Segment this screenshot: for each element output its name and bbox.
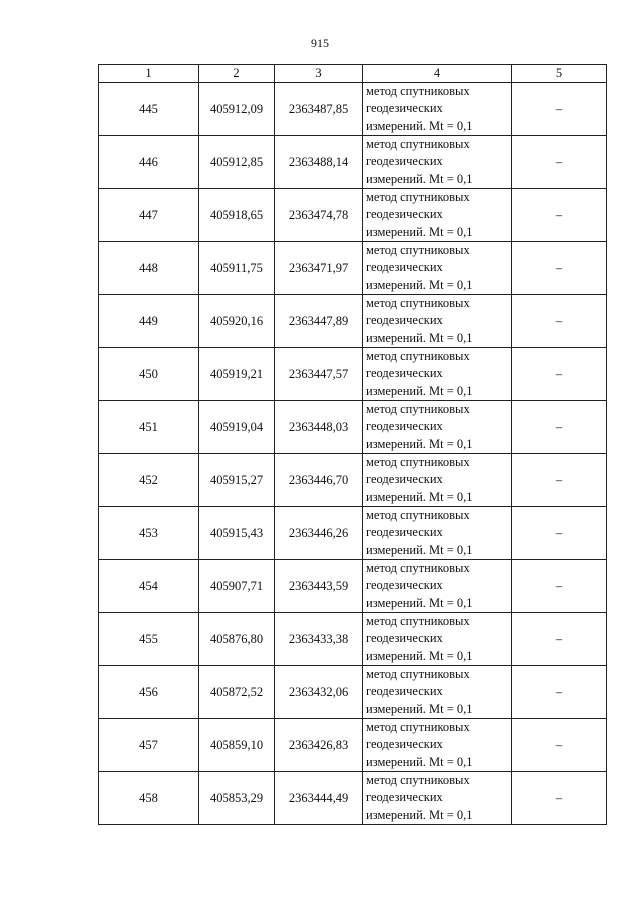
y-coordinate-cell: 2363447,57 bbox=[275, 348, 363, 401]
method-line: метод спутниковых bbox=[366, 720, 470, 734]
x-coordinate-cell: 405912,85 bbox=[199, 136, 275, 189]
y-coordinate-cell: 2363446,26 bbox=[275, 507, 363, 560]
method-line: измерений. Mt = 0,1 bbox=[366, 648, 473, 663]
point-number-cell: 455 bbox=[99, 613, 199, 666]
table-row bbox=[99, 560, 607, 613]
method-line: геодезических bbox=[366, 154, 443, 169]
y-coordinate-cell: 2363448,03 bbox=[275, 401, 363, 454]
header-cell: 5 bbox=[512, 65, 607, 83]
method-line: метод спутниковых bbox=[366, 190, 470, 204]
x-coordinate-cell: 405919,21 bbox=[199, 348, 275, 401]
method-cell bbox=[363, 295, 512, 348]
method-line: метод спутниковых bbox=[366, 614, 470, 628]
method-line: геодезических bbox=[366, 684, 443, 699]
method-line: геодезических bbox=[366, 472, 443, 487]
method-line: измерений. Mt = 0,1 bbox=[366, 436, 473, 451]
method-cell bbox=[363, 348, 512, 401]
method-cell bbox=[363, 666, 512, 719]
method-line: метод спутниковых bbox=[366, 773, 470, 787]
method-line: измерений. Mt = 0,1 bbox=[366, 224, 473, 239]
point-number-cell: 445 bbox=[99, 83, 199, 136]
table-row bbox=[99, 295, 607, 348]
table-row bbox=[99, 242, 607, 295]
note-cell: – bbox=[512, 348, 607, 401]
note-cell: – bbox=[512, 295, 607, 348]
y-coordinate-cell: 2363474,78 bbox=[275, 189, 363, 242]
method-line: геодезических bbox=[366, 366, 443, 381]
y-coordinate-cell: 2363471,97 bbox=[275, 242, 363, 295]
x-coordinate-cell: 405911,75 bbox=[199, 242, 275, 295]
x-coordinate-cell: 405918,65 bbox=[199, 189, 275, 242]
method-line: измерений. Mt = 0,1 bbox=[366, 754, 473, 769]
method-cell bbox=[363, 772, 512, 825]
y-coordinate-cell: 2363487,85 bbox=[275, 83, 363, 136]
table-row bbox=[99, 507, 607, 560]
method-cell bbox=[363, 560, 512, 613]
method-line: измерений. Mt = 0,1 bbox=[366, 118, 473, 133]
header-cell: 4 bbox=[363, 65, 512, 83]
x-coordinate-cell: 405915,27 bbox=[199, 454, 275, 507]
method-cell bbox=[363, 454, 512, 507]
method-line: геодезических bbox=[366, 737, 443, 752]
x-coordinate-cell: 405872,52 bbox=[199, 666, 275, 719]
method-line: геодезических bbox=[366, 313, 443, 328]
header-cell: 1 bbox=[99, 65, 199, 83]
x-coordinate-cell: 405859,10 bbox=[199, 719, 275, 772]
note-cell: – bbox=[512, 189, 607, 242]
method-line: метод спутниковых bbox=[366, 349, 470, 363]
note-cell: – bbox=[512, 507, 607, 560]
note-cell: – bbox=[512, 666, 607, 719]
method-line: геодезических bbox=[366, 631, 443, 646]
table-row bbox=[99, 772, 607, 825]
y-coordinate-cell: 2363446,70 bbox=[275, 454, 363, 507]
coordinates-table bbox=[98, 64, 607, 825]
table-row bbox=[99, 613, 607, 666]
method-line: геодезических bbox=[366, 101, 443, 116]
method-cell bbox=[363, 189, 512, 242]
table-row bbox=[99, 189, 607, 242]
method-line: метод спутниковых bbox=[366, 84, 470, 98]
x-coordinate-cell: 405876,80 bbox=[199, 613, 275, 666]
header-row bbox=[99, 65, 607, 83]
point-number-cell: 448 bbox=[99, 242, 199, 295]
method-line: геодезических bbox=[366, 790, 443, 805]
method-line: геодезических bbox=[366, 207, 443, 222]
method-line: метод спутниковых bbox=[366, 455, 470, 469]
method-cell bbox=[363, 242, 512, 295]
note-cell: – bbox=[512, 83, 607, 136]
method-line: измерений. Mt = 0,1 bbox=[366, 171, 473, 186]
y-coordinate-cell: 2363443,59 bbox=[275, 560, 363, 613]
point-number-cell: 452 bbox=[99, 454, 199, 507]
method-line: геодезических bbox=[366, 578, 443, 593]
point-number-cell: 447 bbox=[99, 189, 199, 242]
x-coordinate-cell: 405853,29 bbox=[199, 772, 275, 825]
method-line: измерений. Mt = 0,1 bbox=[366, 330, 473, 345]
method-cell bbox=[363, 83, 512, 136]
point-number-cell: 457 bbox=[99, 719, 199, 772]
method-cell bbox=[363, 401, 512, 454]
x-coordinate-cell: 405919,04 bbox=[199, 401, 275, 454]
y-coordinate-cell: 2363433,38 bbox=[275, 613, 363, 666]
method-line: геодезических bbox=[366, 419, 443, 434]
method-line: измерений. Mt = 0,1 bbox=[366, 807, 473, 822]
page-number: 915 bbox=[311, 36, 329, 50]
x-coordinate-cell: 405912,09 bbox=[199, 83, 275, 136]
header-cell: 3 bbox=[275, 65, 363, 83]
point-number-cell: 458 bbox=[99, 772, 199, 825]
y-coordinate-cell: 2363488,14 bbox=[275, 136, 363, 189]
table-row bbox=[99, 348, 607, 401]
method-line: метод спутниковых bbox=[366, 508, 470, 522]
note-cell: – bbox=[512, 454, 607, 507]
table-row bbox=[99, 83, 607, 136]
x-coordinate-cell: 405907,71 bbox=[199, 560, 275, 613]
x-coordinate-cell: 405920,16 bbox=[199, 295, 275, 348]
note-cell: – bbox=[512, 772, 607, 825]
method-line: измерений. Mt = 0,1 bbox=[366, 383, 473, 398]
note-cell: – bbox=[512, 560, 607, 613]
method-line: метод спутниковых bbox=[366, 243, 470, 257]
method-cell bbox=[363, 613, 512, 666]
note-cell: – bbox=[512, 136, 607, 189]
method-line: измерений. Mt = 0,1 bbox=[366, 277, 473, 292]
y-coordinate-cell: 2363432,06 bbox=[275, 666, 363, 719]
point-number-cell: 453 bbox=[99, 507, 199, 560]
method-line: геодезических bbox=[366, 260, 443, 275]
method-line: метод спутниковых bbox=[366, 137, 470, 151]
x-coordinate-cell: 405915,43 bbox=[199, 507, 275, 560]
table-row bbox=[99, 666, 607, 719]
method-cell bbox=[363, 507, 512, 560]
table-row bbox=[99, 454, 607, 507]
method-cell bbox=[363, 719, 512, 772]
method-line: метод спутниковых bbox=[366, 667, 470, 681]
method-line: метод спутниковых bbox=[366, 561, 470, 575]
header-cell: 2 bbox=[199, 65, 275, 83]
point-number-cell: 446 bbox=[99, 136, 199, 189]
y-coordinate-cell: 2363447,89 bbox=[275, 295, 363, 348]
point-number-cell: 450 bbox=[99, 348, 199, 401]
method-line: метод спутниковых bbox=[366, 296, 470, 310]
note-cell: – bbox=[512, 242, 607, 295]
table-row bbox=[99, 401, 607, 454]
point-number-cell: 451 bbox=[99, 401, 199, 454]
method-line: геодезических bbox=[366, 525, 443, 540]
table-row bbox=[99, 136, 607, 189]
method-cell bbox=[363, 136, 512, 189]
table-row bbox=[99, 719, 607, 772]
note-cell: – bbox=[512, 401, 607, 454]
point-number-cell: 456 bbox=[99, 666, 199, 719]
method-line: измерений. Mt = 0,1 bbox=[366, 489, 473, 504]
method-line: измерений. Mt = 0,1 bbox=[366, 542, 473, 557]
y-coordinate-cell: 2363426,83 bbox=[275, 719, 363, 772]
point-number-cell: 454 bbox=[99, 560, 199, 613]
y-coordinate-cell: 2363444,49 bbox=[275, 772, 363, 825]
note-cell: – bbox=[512, 613, 607, 666]
method-line: измерений. Mt = 0,1 bbox=[366, 595, 473, 610]
note-cell: – bbox=[512, 719, 607, 772]
method-line: метод спутниковых bbox=[366, 402, 470, 416]
method-line: измерений. Mt = 0,1 bbox=[366, 701, 473, 716]
point-number-cell: 449 bbox=[99, 295, 199, 348]
